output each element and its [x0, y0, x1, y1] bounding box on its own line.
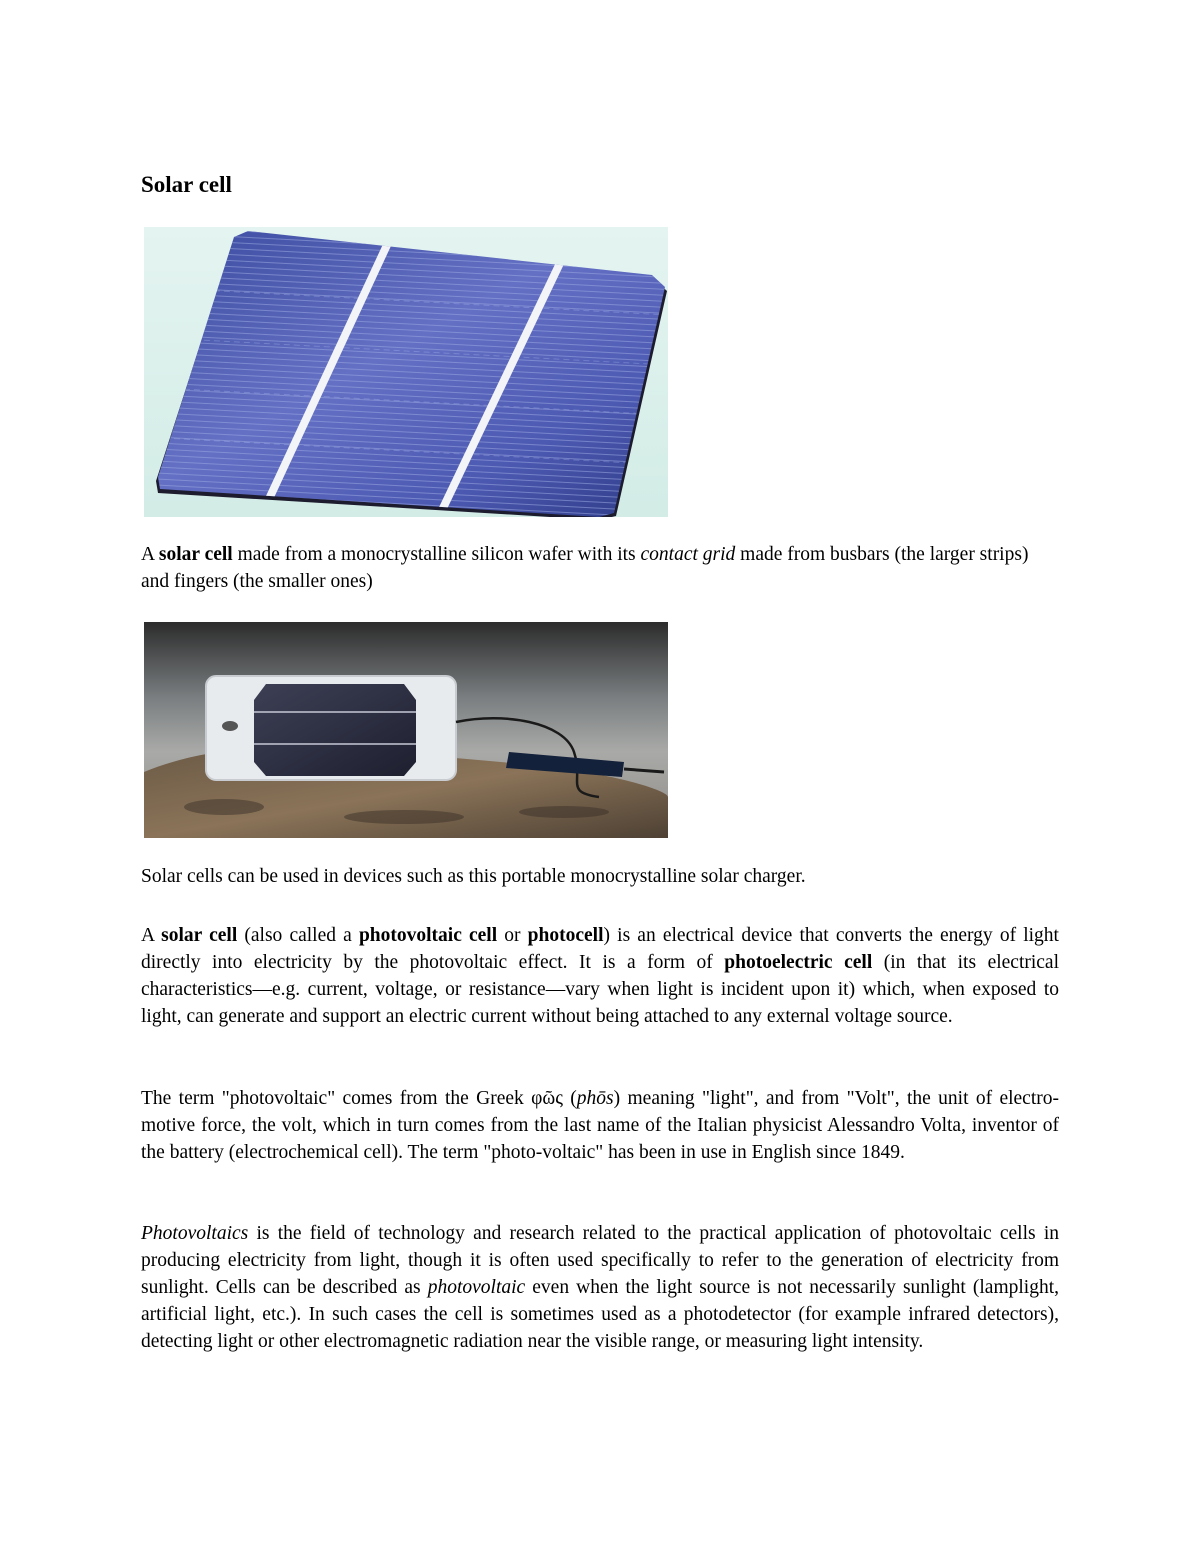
- page-title: Solar cell: [141, 172, 232, 197]
- portable-solar-charger-photo: [144, 622, 668, 838]
- paragraph-photovoltaics: Photovoltaics is the field of technology and research related to the practical application of photovoltaic cells in producing electricity from light, though it is often used specifically to refer to the generation of electricity from sunlight. Cells can be described as photovoltaic even when the light source is not necessarily sunlight (lamplight, artificial light, etc.). In such cases the cell is sometimes used as a photodetector (for example infrared detectors), detecting light or other electromagnetic radiation near the visible range, or measuring light intensity.: [141, 1223, 1059, 1352]
- figure2-caption: Solar cells can be used in devices such as this portable monocrystalline solar charger.: [141, 866, 806, 887]
- figure1-caption: A solar cell made from a monocrystalline silicon wafer with its contact grid made from busbars (the larger strips) and fingers (the smaller ones): [141, 544, 1029, 592]
- paragraph-etymology: The term "photovoltaic" comes from the Greek φῶς (phōs) meaning "light", and from "Volt", the unit of electro-motive force, the volt, which in turn comes from the last name of the Italian physicist Alessandro Volta, inventor of the battery (electrochemical cell). The term "photo-voltaic" has been in use in English since 1849.: [141, 1088, 1059, 1163]
- solar-cell-photo: [144, 227, 668, 517]
- paragraph-definition: A solar cell (also called a photovoltaic cell or photocell) is an electrical device that converts the energy of light directly into electricity by the photovoltaic effect. It is a form of photoelectric cell (in that its electrical characteristics—e.g. current, voltage, or resistance—vary when light is incident upon it) which, when exposed to light, can generate and support an electric current without being attached to any external voltage source.: [141, 925, 1060, 1027]
